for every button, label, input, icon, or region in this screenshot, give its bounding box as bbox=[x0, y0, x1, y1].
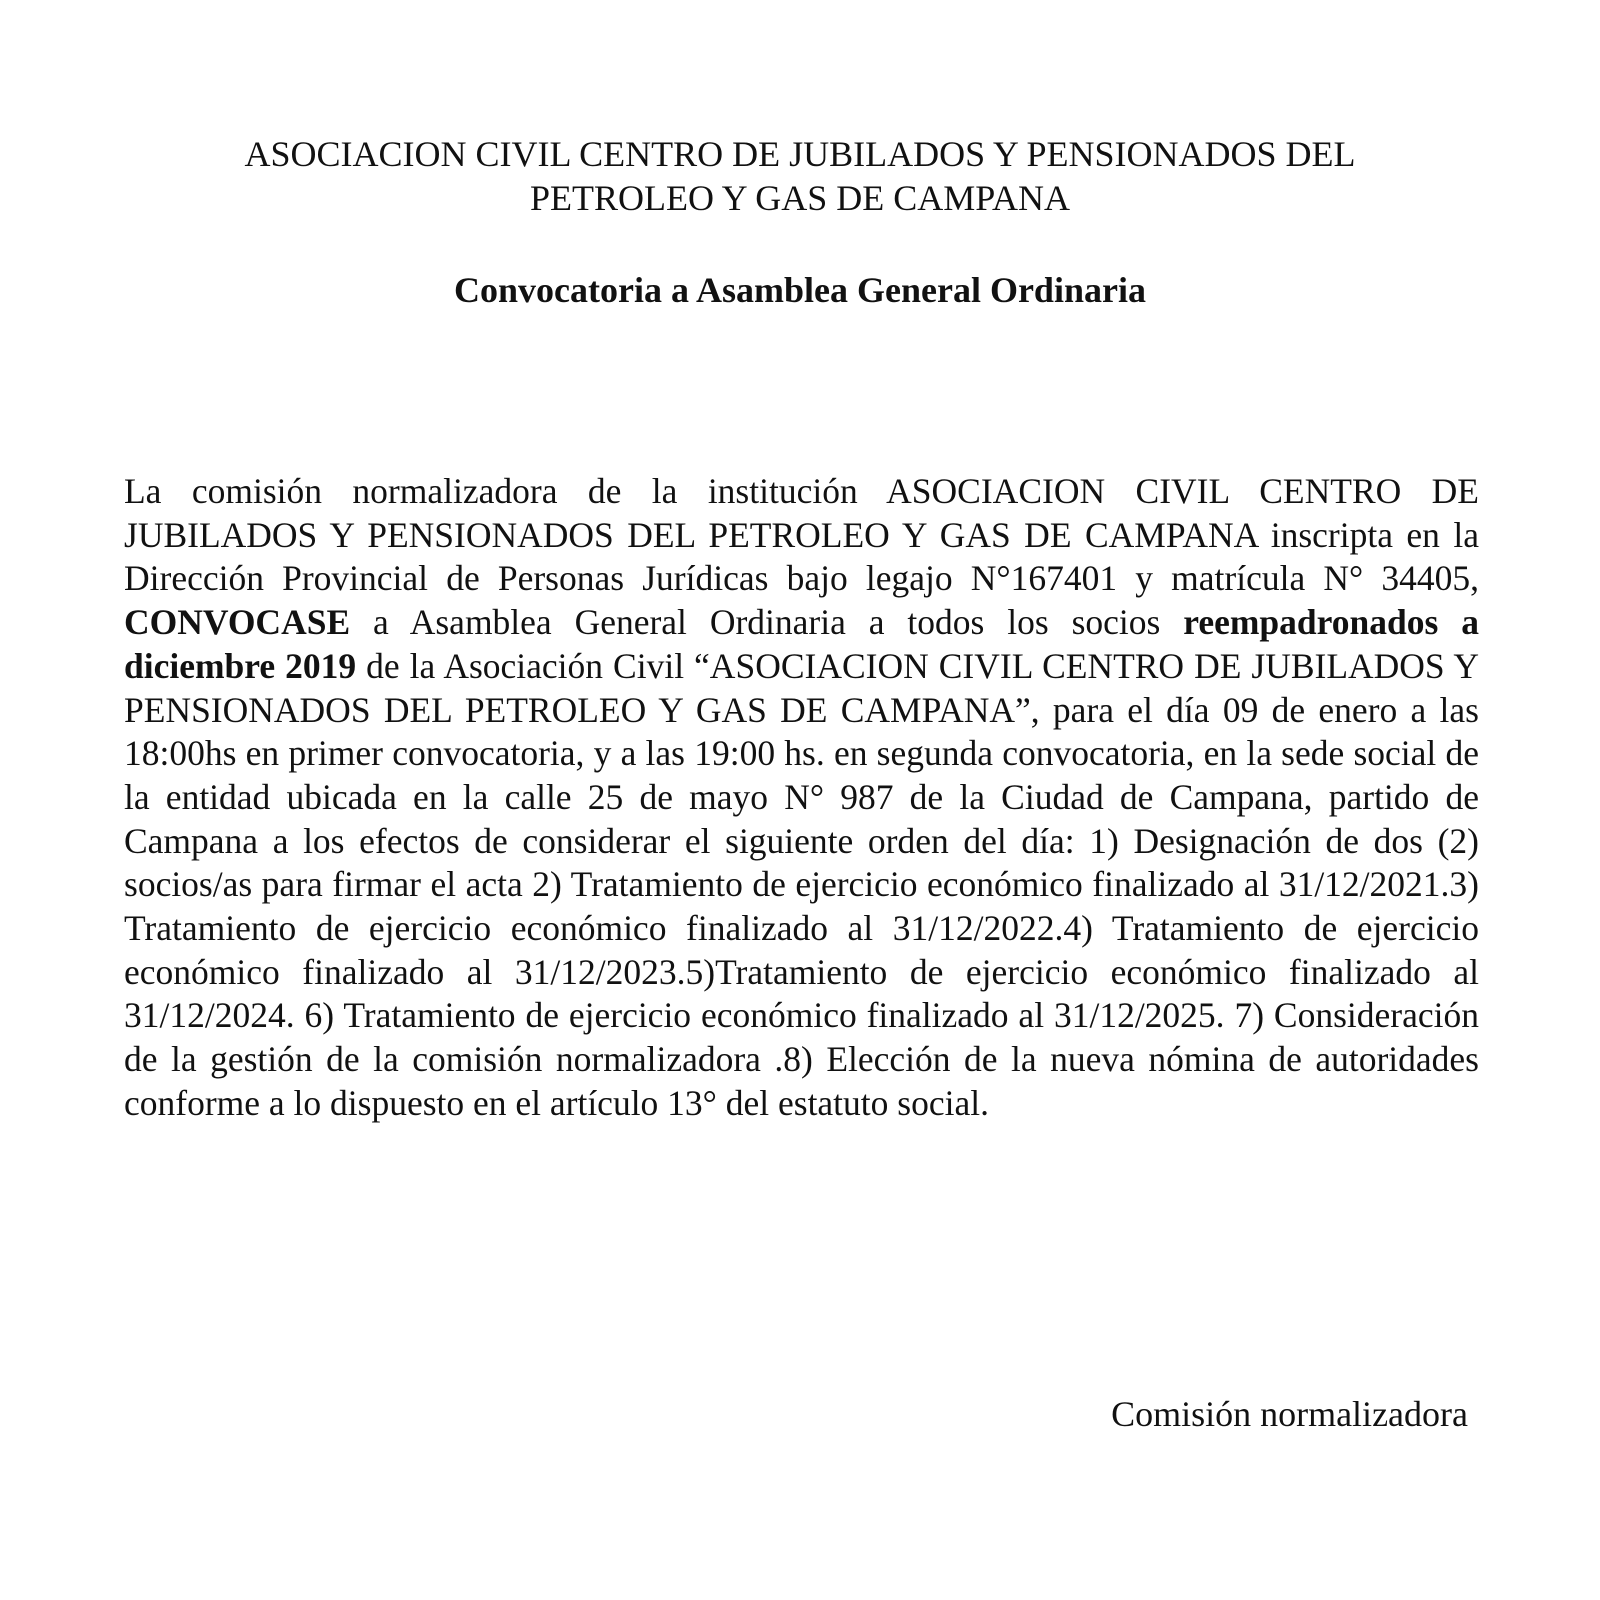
convocation-paragraph bbox=[124, 470, 1479, 1126]
organization-title bbox=[0, 132, 1600, 220]
organization-title-line-1: ASOCIACION CIVIL CENTRO DE JUBILADOS Y PENSIONADOS DEL bbox=[244, 134, 1356, 174]
organization-title-line-2: PETROLEO Y GAS DE CAMPANA bbox=[529, 178, 1071, 218]
paragraph-text-part-1: La comisión normalizadora de la institución ASOCIACION CIVIL CENTRO DE JUBILADOS Y PENSIONADOS DEL PETROLEO Y GAS DE CAMPANA inscripta en la Dirección Provincial de Personas Jurídicas bajo legajo N°167401 y matrícula N° 34405, bbox=[124, 471, 1479, 599]
reempadronados-emphasis: reempadronados a diciembre 2019 bbox=[124, 602, 1479, 686]
paragraph-text-part-3: de la Asociación Civil “ASOCIACION CIVIL CENTRO DE JUBILADOS Y PENSIONADOS DEL PETROLEO Y GAS DE CAMPANA”, para el día 09 de enero a las 18:00hs en primer convocatoria, y a las 19:00 hs. en segunda convocatoria, en la sede social de la entidad ubicada en la calle 25 de mayo N° 987 de la Ciudad de Campana, partido de Campana a los efectos de considerar el siguiente orden del día: 1) Designación de dos (2) socios/as para firmar el acta 2) Tratamiento de ejercicio económico finalizado al 31/12/2021.3) Tratamiento de ejercicio económico finalizado al 31/12/2022.4) Tratamiento de ejercicio económico finalizado al 31/12/2023.5)Tratamiento de ejercicio económico finalizado al 31/12/2024. 6) Tratamiento de ejercicio económico finalizado al 31/12/2025. 7) Consideración de la gestión de la comisión normalizadora .8) Elección de la nueva nómina de autoridades conforme a lo dispuesto en el artículo 13° del estatuto social. bbox=[124, 645, 1479, 1123]
signature: Comisión normalizadora bbox=[1111, 1394, 1468, 1434]
document-subtitle: Convocatoria a Asamblea General Ordinaria bbox=[454, 270, 1146, 310]
convocase-emphasis: CONVOCASE bbox=[124, 602, 351, 643]
paragraph-text-part-2: a Asamblea General Ordinaria a todos los socios bbox=[350, 602, 1184, 643]
